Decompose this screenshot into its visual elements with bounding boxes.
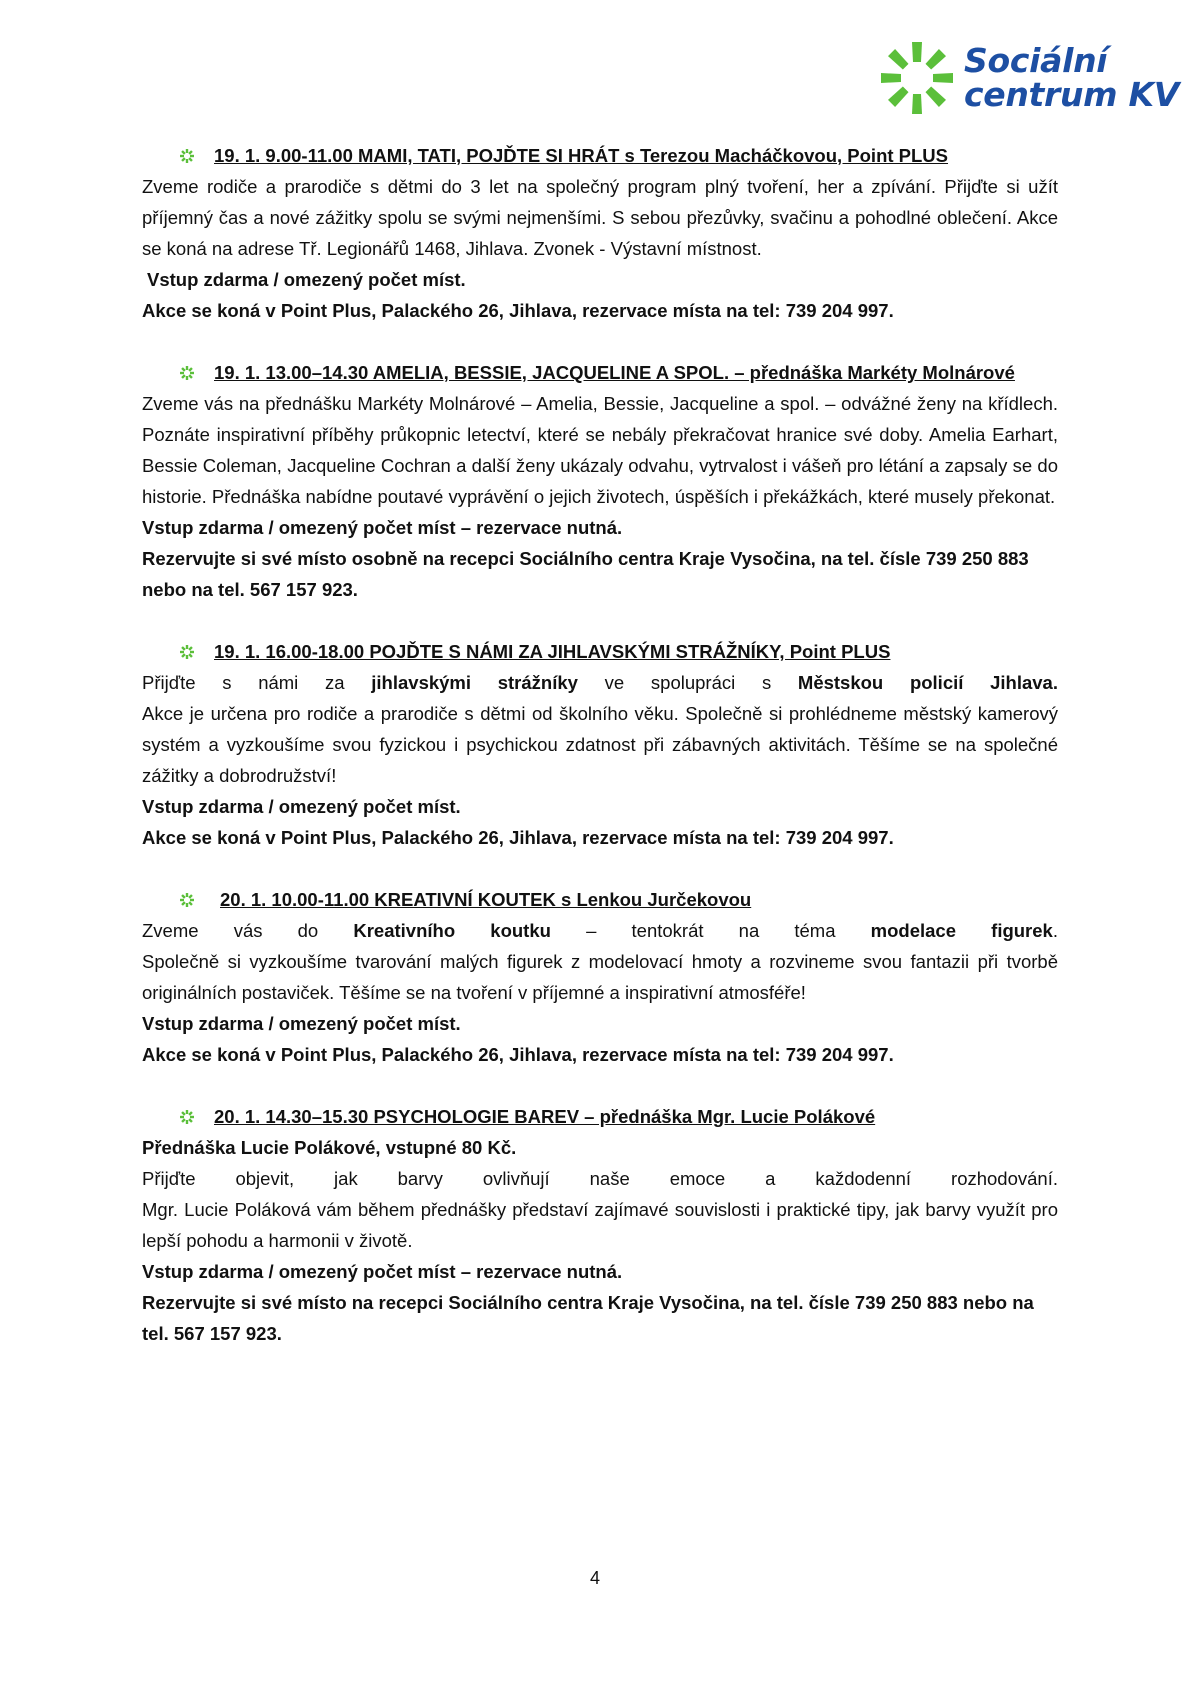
text-run-bold: Městskou policií Jihlava. — [797, 672, 1058, 693]
event-section — [142, 140, 1058, 326]
reservation-note: Rezervujte si své místo na recepci Sociálního centra Kraje Vysočina, na tel. čísle 739 250 883 nebo na tel. 567 157 923. — [142, 1292, 1034, 1344]
event-section — [142, 636, 1058, 853]
event-description: Zveme vás na přednášku Markéty Molnárové – Amelia, Bessie, Jacqueline a spol. – odvážné ženy na křídlech. Poznáte inspirativní příběhy průkopnic letectví, které se nebály překračovat hranice své doby. Amelia Earhart, Bessie Coleman, Jacqueline Cochran a další ženy ukázaly odvahu, vytrvalost i vášeň pro létání a zapsaly se do historie. Přednáška nabídne poutavé vyprávění o jejich životech, úspěších i překážkách, které musely překonat. — [142, 393, 1058, 507]
logo-line-2: centrum KV — [964, 75, 1179, 114]
event-section — [142, 357, 1058, 605]
event-description: Mgr. Lucie Poláková vám během přednášky představí zajímavé souvislosti i praktické tipy, jak barvy využít pro lepší pohodu a harmonii v životě. — [142, 1199, 1058, 1251]
text-run: Zveme vás do — [142, 920, 354, 941]
text-run-bold: jihlavskými strážníky — [371, 672, 578, 693]
event-heading — [142, 636, 1058, 667]
event-section — [142, 1101, 1058, 1349]
venue-note: Akce se koná v Point Plus, Palackého 26, Jihlava, rezervace místa na tel: 739 204 997. — [142, 827, 894, 848]
reservation-note: Rezervujte si své místo osobně na recepci Sociálního centra Kraje Vysočina, na tel. čísle 739 250 883 nebo na tel. 567 157 923. — [142, 548, 1029, 600]
event-description-first-line — [142, 667, 1058, 698]
text-run: Přijďte s námi za — [142, 672, 372, 693]
event-description-first-line — [142, 915, 1058, 946]
event-heading-text: 20. 1. 10.00-11.00 KREATIVNÍ KOUTEK s Lenkou Jurčekovou — [220, 889, 752, 910]
text-run: – tentokrát na téma — [550, 920, 871, 941]
admission-note: Vstup zdarma / omezený počet míst – rezervace nutná. — [142, 517, 623, 538]
event-description-first-line: Přijďte objevit, jak barvy ovlivňují naše emoce a každodenní rozhodování. — [142, 1168, 1058, 1189]
logo-text — [964, 41, 1179, 114]
event-heading — [142, 140, 1058, 171]
document-body — [142, 140, 1058, 1380]
event-heading-text: 19. 1. 9.00-11.00 MAMI, TATI, POJĎTE SI HRÁT s Terezou Macháčkovou, Point PLUS — [214, 145, 949, 166]
green-flower-bullet-icon — [180, 149, 194, 163]
event-heading-text: 19. 1. 16.00-18.00 POJĎTE S NÁMI ZA JIHLAVSKÝMI STRÁŽNÍKY, Point PLUS — [214, 641, 891, 662]
green-flower-bullet-icon — [180, 645, 194, 659]
admission-note: Vstup zdarma / omezený počet míst – rezervace nutná. — [142, 1261, 623, 1282]
green-flower-logo-icon — [878, 40, 956, 116]
admission-note: Vstup zdarma / omezený počet míst. — [142, 1013, 461, 1034]
green-flower-bullet-icon — [180, 893, 194, 907]
event-description: Společně si vyzkoušíme tvarování malých figurek z modelovací hmoty a rozvineme svou fantazii při tvorbě originálních postaviček. Těšíme se na tvoření v příjemné a inspirativní atmosféře! — [142, 951, 1058, 1003]
page-number: 4 — [589, 1568, 600, 1588]
admission-note: Vstup zdarma / omezený počet míst. — [142, 796, 461, 817]
event-heading-text: 19. 1. 13.00–14.30 AMELIA, BESSIE, JACQUELINE A SPOL. – přednáška Markéty Molnárové — [214, 362, 1015, 383]
event-description: Akce je určena pro rodiče a prarodiče s dětmi od školního věku. Společně si prohlédneme městský kamerový systém a vyzkoušíme svou fyzickou i psychickou zdatnost při zábavných aktivitách. Těšíme se na společné zážitky a dobrodružství! — [142, 703, 1058, 786]
text-run-bold: Kreativního koutku — [353, 920, 551, 941]
event-heading-text: 20. 1. 14.30–15.30 PSYCHOLOGIE BAREV – přednáška Mgr. Lucie Polákové — [214, 1106, 876, 1127]
green-flower-bullet-icon — [180, 366, 194, 380]
text-run-bold: modelace figurek — [870, 920, 1053, 941]
brand-logo — [878, 40, 1179, 116]
admission-note: Vstup zdarma / omezený počet míst. — [147, 269, 466, 290]
event-description: Zveme rodiče a prarodiče s dětmi do 3 let na společný program plný tvoření, her a zpívání. Přijďte si užít příjemný čas a nové zážitky spolu se svými nejmenšími. S sebou přezůvky, svačinu a pohodlné oblečení. Akce se koná na adrese Tř. Legionářů 1468, Jihlava. Zvonek - Výstavní místnost. — [142, 176, 1058, 259]
event-section — [142, 884, 1058, 1070]
event-heading — [142, 1101, 1058, 1132]
venue-note: Akce se koná v Point Plus, Palackého 26, Jihlava, rezervace místa na tel: 739 204 997. — [142, 300, 894, 321]
logo-line-1: Sociální — [964, 41, 1108, 80]
venue-note: Akce se koná v Point Plus, Palackého 26, Jihlava, rezervace místa na tel: 739 204 997. — [142, 1044, 894, 1065]
lecture-subtitle: Přednáška Lucie Polákové, vstupné 80 Kč. — [142, 1137, 517, 1158]
event-heading — [142, 884, 1058, 915]
text-run: ve spolupráci s — [577, 672, 798, 693]
event-heading — [142, 357, 1058, 388]
text-run: . — [1052, 920, 1058, 941]
green-flower-bullet-icon — [180, 1110, 194, 1124]
